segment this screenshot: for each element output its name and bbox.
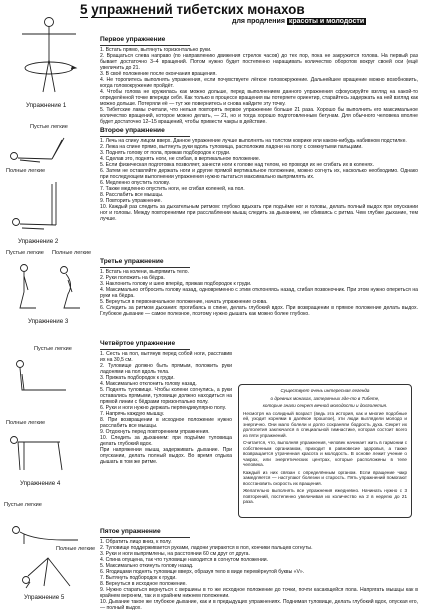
- exercise4-line: 4. Максимально отклонить голову назад.: [100, 380, 197, 387]
- exercise5-line: 10. Дыхание такое же глубокое дыхание, как и в предыдущих упражнениях. Поднимая туловище, делать глубокий вдох, опуская его, — полный выдох.: [100, 598, 418, 611]
- exercise4-line: 2. Туловище должно быть прямым, положить руки ладонями на пол вдоль тела.: [100, 362, 232, 375]
- exercise2-line: 1. Лечь на спину лицом вверх. Данное упражнение лучше выполнять на толстом коврике или каком-нибудь набивном подстилке.: [100, 137, 407, 144]
- exercise2-figure-top: [4, 132, 92, 166]
- exercise1-line: 3. В своё положение после окончания вращения.: [100, 70, 217, 77]
- note-italic-line: Существует очень интересная легенда: [280, 388, 370, 393]
- figures-column: [0, 0, 96, 604]
- exercise2-section: [100, 119, 418, 222]
- exercise2-line: 6. Затем не оставляйте держать ноги и другие прямой вертикальное положение, можно согнуть их, насколько необходимо. Однако при последующем выполнении упражнения нужно пытаться максимально выпрямлять их.: [100, 167, 418, 180]
- exercise5-line: 3. Руки и ноги выпрямлены, на расстоянии 60 см друг от друга.: [100, 550, 250, 557]
- exercise5-line: 7. Вытянуть подбородок к груди.: [100, 574, 177, 581]
- exercise4-figure-top: [6, 356, 90, 396]
- label-empty-lungs-2: Пустые легкие: [30, 124, 68, 130]
- title-number: 5: [80, 2, 88, 17]
- exercise2-caption: Упражнение 2: [18, 238, 59, 245]
- exercise5-title: Пятое упражнение: [100, 528, 190, 538]
- note-paragraph: Каждый из них связан с определённым органом. Если вращение чакр замедляется — наступают болезни и старость. Пять упражнений помогают восстановить скорость их вращения.: [243, 469, 407, 486]
- exercise2-line: 4. Сделав это, поднять ноги, не сгибая, в вертикальное положение.: [100, 155, 261, 162]
- exercise4-line: 5. Поднять туловище. Чтобы колени согнулись, а руки оставались прямыми, туловище должно находиться на прямой линии с бёдрами горизонтально полу.: [100, 386, 232, 405]
- exercise5-figure-bottom: [4, 554, 92, 590]
- exercise5-line: 9. Нужно стараться вернуться с вершины в то же исходное положение до точки, почти касающейся пола. Напрягать мышцы как в крайнем верхнем, так и в крайнем нижнем положении.: [100, 586, 418, 599]
- label-empty-lungs-5: Пустые легкие: [4, 502, 42, 508]
- exercise5-line: 2. Туловище поддерживается руками, ладони упираются в пол, кончики пальцев согнуты.: [100, 544, 313, 551]
- exercise3-figure: [2, 262, 94, 312]
- exercise1-caption: Упражнение 1: [26, 102, 67, 109]
- exercise5-section: [100, 520, 418, 611]
- note-paragraph: Желательно выполнять все упражнения ежедневно. Начинать нужно с 3 повторений, постепенно увеличивая их количество на 2 в неделю до 21 раза.: [243, 488, 407, 504]
- exercise4-section: [100, 332, 232, 465]
- exercise5-line: 4. Спина опущена, так что туловище находится в согнутом положении.: [100, 556, 269, 563]
- exercise2-line: 7. Также медленно опустить ноги, не сгибая коленей, на пол.: [100, 185, 245, 192]
- note-italic-line: о древних монахах, затерянных где-то в Тибете,: [270, 395, 380, 401]
- exercise4-line: 10. Следить за дыханием: при подъёме туловища делать глубокий вдох.: [100, 435, 232, 448]
- exercise2-line: 5. Если физическая подготовка позволяет, занести ноги к голове над телом, но проводя их не сгибать их в коленях.: [100, 161, 375, 168]
- exercise4-line: 8. При возвращении в исходное положение нужно расслабить все мышцы.: [100, 417, 232, 430]
- label-full-lungs-5: Полные легкие: [56, 546, 96, 552]
- exercise4-line: При напряжении мышц задерживать дыхание. При опускании, делать полный выдох. Во время отдыха дышать в том же ритме.: [100, 447, 232, 466]
- exercise1-line: 4. Не торопитесь выполнять упражнения, если почувствуете лёгкое головокружение. Дальнейшее вращение можно возобновить, когда головокружение пройдёт.: [100, 76, 418, 89]
- exercise3-section: [100, 250, 418, 317]
- exercise3-line: 3. Наклонить голову и шею вперёд, прижав подбородок к груди.: [100, 280, 252, 287]
- label-full-lungs-3: Полные легкие: [52, 250, 92, 256]
- exercise5-caption: Упражнение 5: [24, 594, 65, 601]
- exercise1-line: 2. Вращаться слева направо (по направлению движения стрелок часов) до тех пор, пока не закружится голова. На первый раз бывает достаточно 3–4 вращений. Потом нужно будет постепенно наращивать количество оборотов вокруг своей оси (ещё увеличить до 21.: [100, 52, 418, 71]
- exercise2-title: Второе упражнение: [100, 127, 190, 137]
- note-italic-line: которые знали секрет вечной молодости и долголетия.: [262, 403, 388, 408]
- exercise5-line: 8. Вернуться в исходное положение.: [100, 580, 187, 587]
- exercise1-line: 1. Встать прямо, вытянуть горизонтально руки.: [100, 46, 212, 53]
- exercise3-line: 4. Максимально отбросить голову назад, одновременно с этим отклоняясь назад, сгибая позвоночник. При этом нужно опереться на руки на бёдра.: [100, 286, 418, 299]
- exercise5-line: 1. Обратить лицо вниз, к полу.: [100, 538, 172, 545]
- exercise3-line: 5. Вернуться в первоначальное положение, начать упражнение снова.: [100, 298, 268, 305]
- exercise1-title: Первое упражнение: [100, 36, 190, 46]
- exercise4-figure-bottom: [6, 430, 90, 474]
- exercise2-line: 3. Поднять голову от пола, прижав подбородок к груди.: [100, 149, 231, 156]
- exercise3-caption: Упражнение 3: [28, 318, 69, 325]
- exercise2-line: 9. Повторить упражнение.: [100, 197, 162, 204]
- exercise1-line: 5. Тибетские ламы считали, что нельзя повторять первое упражнение больше 21 раза. Хорошо бы выполнить его максимальное количество вращений, которое можно делать, — 21, но и тогда хорошо подготовленным бегунам. Для обычного человека вполне будет достаточно 12–15 вращений, чтобы привести чакры в действие.: [100, 106, 418, 126]
- label-empty-lungs-4: Пустые легкие: [34, 346, 72, 352]
- exercise3-line: 1. Встать на колени, выпрямить тело.: [100, 268, 189, 275]
- exercise2-line: 6. Медленно опустить голову.: [100, 179, 170, 186]
- page-subtitle: [232, 17, 418, 27]
- exercise4-caption: Упражнение 4: [20, 480, 61, 487]
- exercise3-title: Третье упражнение: [100, 258, 190, 268]
- exercise2-figure-bottom: [4, 176, 92, 232]
- exercise4-line: 3. Прижать подбородок к груди.: [100, 374, 175, 381]
- exercise1-figure: [14, 10, 84, 100]
- label-full-lungs-4: Полные легкие: [6, 420, 46, 426]
- exercise4-line: 7. Напрячь каждую мышцу.: [100, 410, 165, 417]
- exercise5-figure-top: [4, 510, 92, 546]
- exercise5-line: 5. Максимально откинуть голову назад.: [100, 562, 194, 569]
- label-full-lungs-2: Полные легкие: [6, 168, 46, 174]
- title-highlight: упражнений: [91, 2, 173, 17]
- title-rest: тибетских монахов: [176, 2, 305, 17]
- exercise4-line: 9. Отдохнуть перед повторением упражнения.: [100, 429, 210, 436]
- exercise5-line: 6. Ягодицами поднять туловище вверх, образуя тело в виде перевёрнутой буквы «V».: [100, 568, 305, 575]
- exercise3-line: 2. Руки положить на бёдра.: [100, 274, 165, 281]
- exercise4-line: 6. Руки и ноги нужно держать перпендикулярно полу.: [100, 404, 227, 411]
- subtitle-prefix: для продления: [232, 18, 285, 25]
- note-paragraph: Несмотря на солидный возраст (ведь эта история, как и многие подобные ей, уходит корнями в далёкое прошлое), эти люди выглядели молодо и энергично. Они мало болели и долго сохраняли бодрость духа. Секрет их долголетия заключался в специальной гимнастике, которая состоит всего из пяти упражнений.: [243, 410, 407, 438]
- exercise2-line: 2. Лежа на спине прямо, вытянуть руки вдоль туловища, расположив ладони на полу с сомкнутыми пальцами.: [100, 143, 363, 150]
- exercise2-line: 10. Каждый раз следить за дыхательным ритмом: глубоко вдыхать при подъёме ног и головы, делать полный выдох при опускании ног и головы. Между повторениями при расслаблении мышц следить за дыханием, не сбиваясь с ритма. Чем глубже дыхание, тем лучше.: [100, 204, 418, 223]
- note-paragraph: Считается, что, выполняя упражнения, человек начинает жить в гармонии с собственным организмом, приходит в равновесие здоровья, а также возвращается утраченная красота и молодость. В основе лежит учение о чакрах, или энергетических центрах, которые расположены в теле человека.: [243, 440, 407, 467]
- exercise1-section: [100, 28, 418, 125]
- exercise2-line: 8. Расслабить все мышцы.: [100, 191, 164, 198]
- exercise4-title: Четвёртое упражнение: [100, 340, 190, 350]
- page-title: [80, 2, 305, 18]
- label-empty-lungs-3: Пустые легкие: [6, 250, 44, 256]
- subtitle-highlight: красоты и молодости: [288, 18, 365, 25]
- exercise3-line: 6. Следить за ритмом дыхания: прогибаясь в спине, делать глубокий вдох. При возвращении в прямое положение делать выдох. Глубокое дыхание — самое полезное, поэтому нужно дышать как можно более глубоко.: [100, 304, 418, 317]
- legend-note-box: [238, 384, 412, 518]
- exercise4-line: 1. Сесть на пол, вытянув перед собой ноги, расставив их на 30,5 см.: [100, 350, 232, 363]
- exercise1-line: 4. Чтобы голова не кружилась как можно дольше, перед выполнением данного упражнения сфокусируйте взгляд на какой-то определённой точке впереди себя. Как только в процессе вращения вы потеряете ориентир, старайтесь задержать на ней взгляд как можно дольше. Потеряли её — тут же повернитесь и снова найдите эту точку.: [100, 88, 418, 107]
